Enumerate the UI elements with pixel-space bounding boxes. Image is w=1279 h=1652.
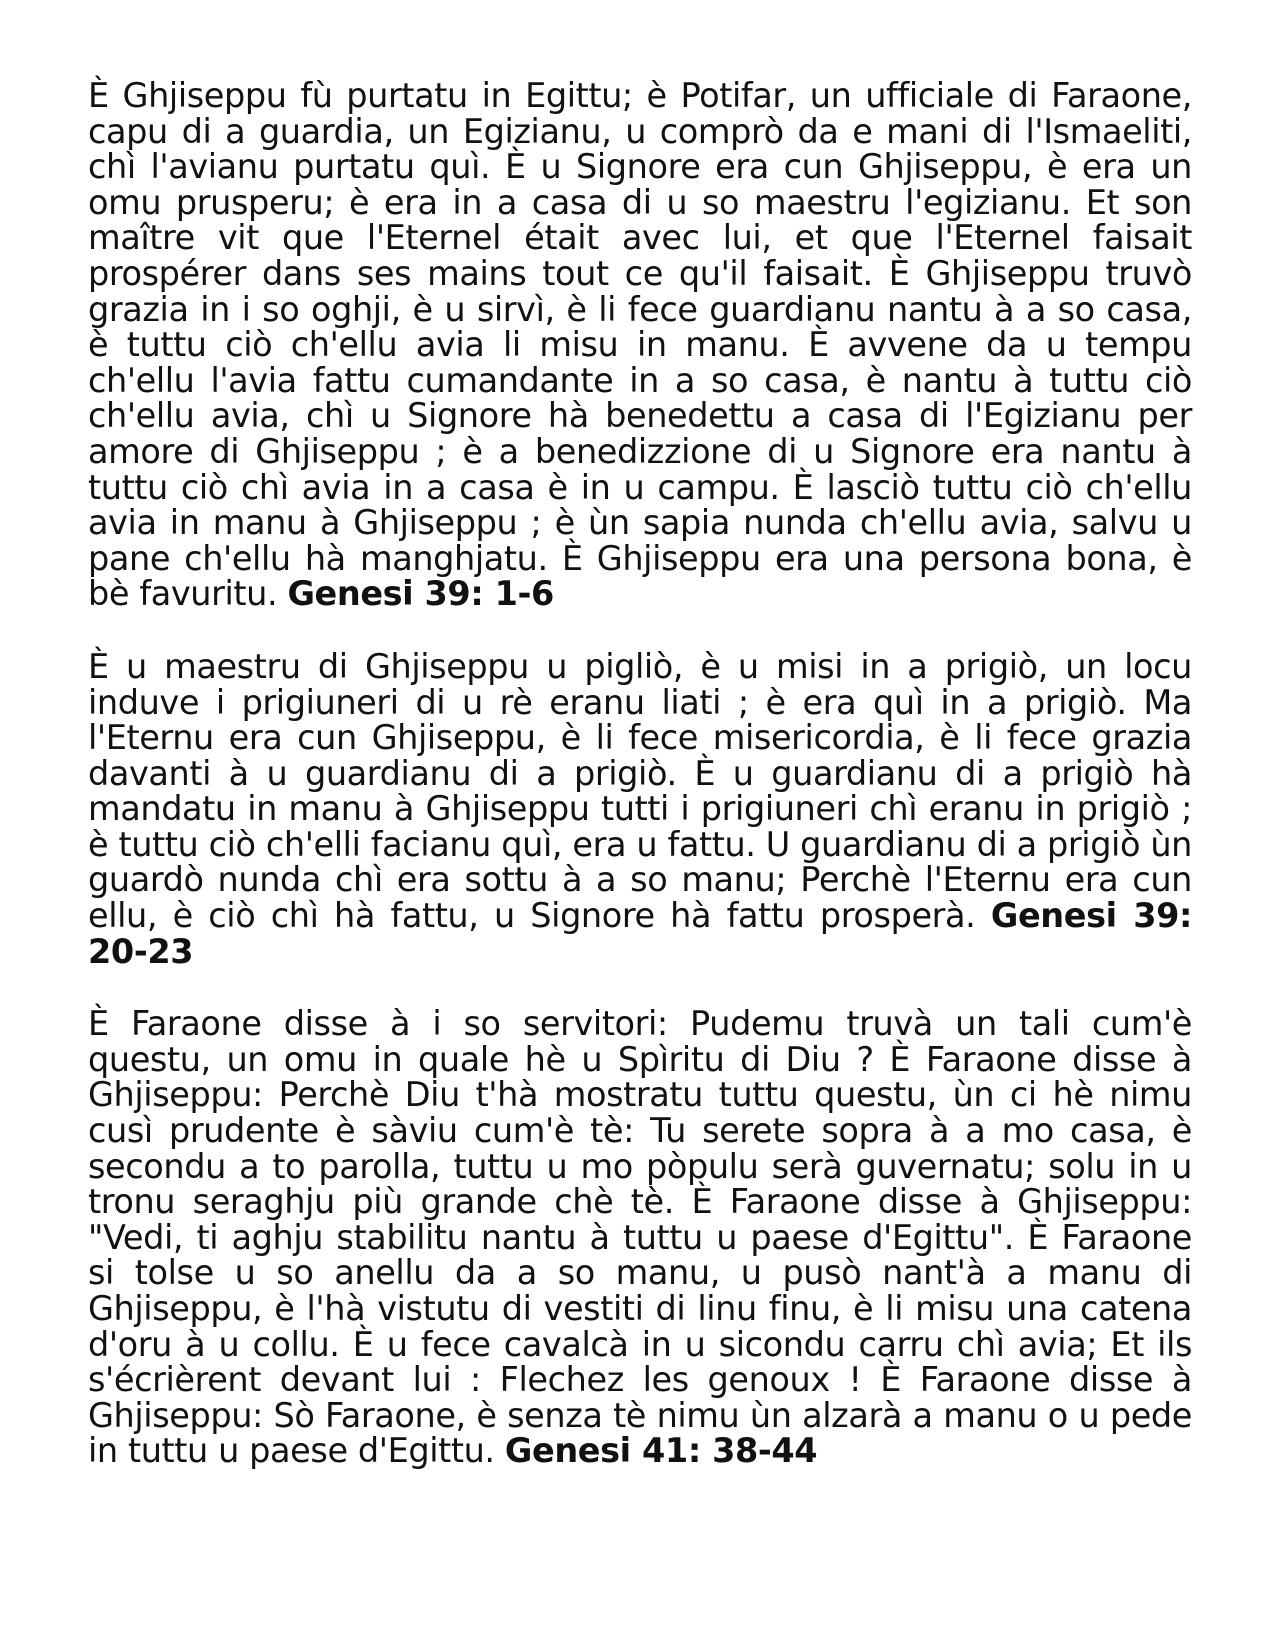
paragraph-genesis-39-20-23 [88,646,1193,971]
paragraph-text: È Ghjiseppu fù purtatu in Egittu; è Potifar, un ufficiale di Faraone, capu di a guardia, un Egizianu, u comprò da e mani di l'Ismaeliti, chì l'avianu purtatu quì. È u Signore era cun Ghjiseppu, è era un omu prusperu; è era in a casa di u so maestru l'egizianu. Et son maître vit que l'Eternel était avec lui, et que l'Eternel faisait prospérer dans ses mains tout ce qu'il faisait. È Ghjiseppu truvò grazia in i so oghji, è u sirvì, è li fece guardianu nantu à a so casa, è tuttu ciò ch'ellu avia li misu in manu. È avvene da u tempu ch'ellu l'avia fattu cumandante in a so casa, è nantu à tuttu ciò ch'ellu avia, chì u Signore hà benedettu a casa di l'Egizianu per amore di Ghjiseppu ; è a benedizzione di u Signore era nantu à tuttu ciò chì avia in a casa è in u campu. È lasciò tuttu ciò ch'ellu avia in manu à Ghjiseppu ; è ùn sapia nunda ch'ellu avia, salvu u pane ch'ellu hà manghjatu. È Ghjiseppu era una persona bona, è bè favuritu. [88,76,1192,614]
scripture-reference: Genesi 39: 1-6 [287,574,554,614]
scripture-reference: Genesi 41: 38-44 [504,1431,818,1471]
paragraph-genesis-41-38-44 [88,1006,1192,1469]
paragraph-genesis-39-1-6 [88,78,1192,612]
scripture-reference: Genesi 39: 20-23 [88,896,1193,971]
paragraph-text: È u maestru di Ghjiseppu u pigliò, è u misi in a prigiò, un locu induve i prigiuneri di u rè eranu liati ; è era quì in a prigiò. Ma l'Eternu era cun Ghjiseppu, è li fece misericordia, è li fece grazia davanti à u guardianu di a prigiò. È u guardianu di a prigiò hà mandatu in manu à Ghjiseppu tutti i prigiuneri chì eranu in prigiò ; è tuttu ciò ch'elli facianu quì, era u fattu. U guardianu di a prigiò ùn guardò nunda chì era sottu à a so manu; Perchè l'Eternu era cun ellu, è ciò chì hà fattu, u Signore hà fattu prosperà. [88,646,1192,936]
paragraph-text: È Faraone disse à i so servitori: Pudemu truvà un tali cum'è questu, un omu in quale hè u Spìritu di Diu ? È Faraone disse à Ghjiseppu: Perchè Diu t'hà mostratu tuttu questu, ùn ci hè nimu cusì prudente è sàviu cum'è tè: Tu serete sopra à a mo casa, è secondu a to parolla, tuttu u mo pòpulu serà guvernatu; solu in u tronu seraghju più grande chè tè. È Faraone disse à Ghjiseppu: "Vedi, ti aghju stabilitu nantu à tuttu u paese d'Egittu". È Faraone si tolse u so anellu da a so manu, u pusò nant'à a manu di Ghjiseppu, è l'hà vistutu di vestiti di linu finu, è li misu una catena d'oru à u collu. È u fece cavalcà in u sicondu carru chì avia; Et ils s'écrièrent devant lui : Flechez les genoux ! È Faraone disse à Ghjiseppu: Sò Faraone, è senza tè nimu ùn alzarà a manu o u pede in tuttu u paese d'Egittu. [88,1004,1192,1471]
document-body [88,78,1192,1506]
